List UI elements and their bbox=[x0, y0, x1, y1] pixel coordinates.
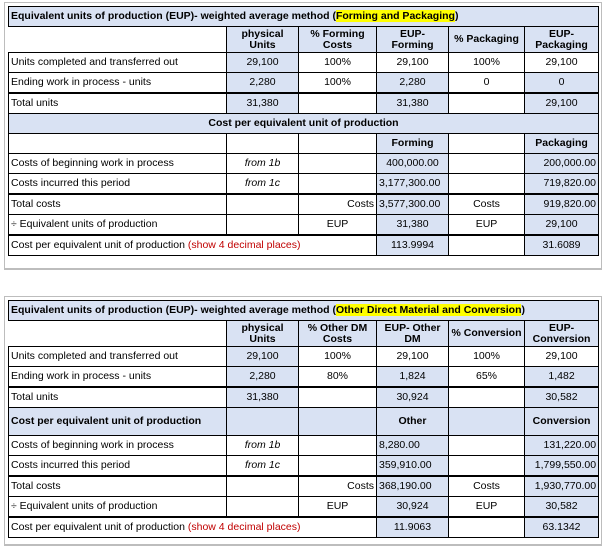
cell-marker: EUP bbox=[449, 497, 525, 518]
table-row bbox=[9, 53, 599, 73]
cell: 100% bbox=[299, 347, 377, 367]
cell: 29,100 bbox=[525, 93, 599, 114]
cell: 100% bbox=[299, 73, 377, 94]
column-header-row bbox=[9, 27, 599, 53]
col-header: % Other DM Costs bbox=[299, 321, 377, 347]
cell-marker: EUP bbox=[299, 497, 377, 518]
col-header: % Packaging bbox=[449, 27, 525, 53]
table-row bbox=[9, 387, 599, 408]
table-row bbox=[9, 517, 599, 538]
cell: 29,100 bbox=[525, 215, 599, 236]
row-label: Costs of beginning work in process bbox=[9, 154, 227, 174]
table-row bbox=[9, 456, 599, 477]
cell: 30,582 bbox=[525, 497, 599, 518]
table-row bbox=[9, 93, 599, 114]
cell: 1,799,550.00 bbox=[525, 456, 599, 477]
note: (show 4 decimal places) bbox=[187, 239, 301, 251]
cell: 31,380 bbox=[227, 93, 299, 114]
table-row bbox=[9, 154, 599, 174]
cell: 1,824 bbox=[377, 367, 449, 388]
table-row bbox=[9, 235, 599, 256]
table-row bbox=[9, 215, 599, 236]
table-title: Equivalent units of production (EUP)- weighted average method (Other Direct Material and Conversion) bbox=[9, 301, 599, 321]
cell: 200,000.00 bbox=[525, 154, 599, 174]
row-label: ÷ Equivalent units of production bbox=[9, 215, 227, 236]
cell bbox=[449, 93, 525, 114]
cell: 31,380 bbox=[227, 387, 299, 408]
eup-table-forming-packaging bbox=[8, 6, 599, 256]
cell: 3,577,300.00 bbox=[377, 194, 449, 215]
row-label: Cost per equivalent unit of production (show 4 decimal places) bbox=[9, 517, 377, 538]
cell-marker: Costs bbox=[299, 194, 377, 215]
col-header: Packaging bbox=[525, 134, 599, 154]
col-header: % Forming Costs bbox=[299, 27, 377, 53]
row-label: Total costs bbox=[9, 194, 227, 215]
row-label: Units completed and transferred out bbox=[9, 347, 227, 367]
col-header: EUP- Other DM bbox=[377, 321, 449, 347]
table-row bbox=[9, 367, 599, 388]
source-ref: from 1c bbox=[227, 456, 299, 477]
cell: 400,000.00 bbox=[377, 154, 449, 174]
cell: 113.9994 bbox=[377, 235, 449, 256]
cell: 30,924 bbox=[377, 387, 449, 408]
cell: 100% bbox=[449, 347, 525, 367]
col-header: EUP- Conversion bbox=[525, 321, 599, 347]
cell: 31,380 bbox=[377, 93, 449, 114]
row-label: Cost per equivalent unit of production (show 4 decimal places) bbox=[9, 235, 377, 256]
cell: 29,100 bbox=[227, 347, 299, 367]
section-title-row bbox=[9, 114, 599, 134]
title-highlight: Forming and Packaging bbox=[335, 10, 455, 22]
table-title-row bbox=[9, 301, 599, 321]
cell: 8,280.00 bbox=[377, 436, 449, 456]
section-title: Cost per equivalent unit of production bbox=[9, 114, 599, 134]
row-label: Costs incurred this period bbox=[9, 456, 227, 477]
cell: 29,100 bbox=[227, 53, 299, 73]
cell: 100% bbox=[449, 53, 525, 73]
cell: 2,280 bbox=[227, 73, 299, 94]
cell-marker: EUP bbox=[449, 215, 525, 236]
cell: 919,820.00 bbox=[525, 194, 599, 215]
row-label: Ending work in process - units bbox=[9, 367, 227, 388]
cell: 3,177,300.00 bbox=[377, 174, 449, 195]
cell: 0 bbox=[449, 73, 525, 94]
col-header: physical Units bbox=[227, 321, 299, 347]
cell: 368,190.00 bbox=[377, 476, 449, 497]
cell bbox=[449, 387, 525, 408]
row-label: Total units bbox=[9, 93, 227, 114]
eup-table-otherdm-conversion bbox=[8, 300, 599, 538]
table-row bbox=[9, 194, 599, 215]
row-label: Units completed and transferred out bbox=[9, 53, 227, 73]
cell: 30,924 bbox=[377, 497, 449, 518]
forming-packaging-panel bbox=[4, 2, 602, 270]
otherdm-conversion-panel bbox=[4, 296, 602, 546]
col-header: EUP- Forming bbox=[377, 27, 449, 53]
cell bbox=[299, 93, 377, 114]
cell: 0 bbox=[525, 73, 599, 94]
cell: 359,910.00 bbox=[377, 456, 449, 477]
row-label: ÷ Equivalent units of production bbox=[9, 497, 227, 518]
title-highlight: Other Direct Material and Conversion bbox=[335, 304, 522, 316]
col-header: % Conversion bbox=[449, 321, 525, 347]
col-header: Conversion bbox=[525, 408, 599, 436]
table-row bbox=[9, 174, 599, 195]
cell: 719,820.00 bbox=[525, 174, 599, 195]
cell: 29,100 bbox=[377, 347, 449, 367]
section-title: Cost per equivalent unit of production bbox=[9, 408, 227, 436]
table-row bbox=[9, 73, 599, 94]
source-ref: from 1b bbox=[227, 436, 299, 456]
cell: 1,482 bbox=[525, 367, 599, 388]
row-label: Costs incurred this period bbox=[9, 174, 227, 195]
source-ref: from 1b bbox=[227, 154, 299, 174]
cell: 100% bbox=[299, 53, 377, 73]
section-title-row bbox=[9, 408, 599, 436]
table-row bbox=[9, 436, 599, 456]
cell: 29,100 bbox=[377, 53, 449, 73]
cell: 29,100 bbox=[525, 347, 599, 367]
cell bbox=[299, 387, 377, 408]
cell: 1,930,770.00 bbox=[525, 476, 599, 497]
row-label: Ending work in process - units bbox=[9, 73, 227, 94]
row-label: Total costs bbox=[9, 476, 227, 497]
cell-marker: Costs bbox=[449, 476, 525, 497]
cost-header-row bbox=[9, 134, 599, 154]
cell: 11.9063 bbox=[377, 517, 449, 538]
table-row bbox=[9, 347, 599, 367]
table-row bbox=[9, 476, 599, 497]
cell: 29,100 bbox=[525, 53, 599, 73]
cell-marker: Costs bbox=[449, 194, 525, 215]
cell: 31,380 bbox=[377, 215, 449, 236]
cell: 131,220.00 bbox=[525, 436, 599, 456]
col-header: physical Units bbox=[227, 27, 299, 53]
source-ref: from 1c bbox=[227, 174, 299, 195]
cell: 65% bbox=[449, 367, 525, 388]
cell: 31.6089 bbox=[525, 235, 599, 256]
row-label: Total units bbox=[9, 387, 227, 408]
cell-marker: Costs bbox=[299, 476, 377, 497]
note: (show 4 decimal places) bbox=[187, 521, 301, 533]
col-header: Forming bbox=[377, 134, 449, 154]
cell: 30,582 bbox=[525, 387, 599, 408]
column-header-row bbox=[9, 321, 599, 347]
cell: 63.1342 bbox=[525, 517, 599, 538]
table-title-row bbox=[9, 7, 599, 27]
cell: 2,280 bbox=[377, 73, 449, 94]
table-row bbox=[9, 497, 599, 518]
cell: 80% bbox=[299, 367, 377, 388]
cell: 2,280 bbox=[227, 367, 299, 388]
col-header: EUP- Packaging bbox=[525, 27, 599, 53]
table-title: Equivalent units of production (EUP)- weighted average method (Forming and Packaging) bbox=[9, 7, 599, 27]
row-label: Costs of beginning work in process bbox=[9, 436, 227, 456]
cell-marker: EUP bbox=[299, 215, 377, 236]
col-header: Other bbox=[377, 408, 449, 436]
